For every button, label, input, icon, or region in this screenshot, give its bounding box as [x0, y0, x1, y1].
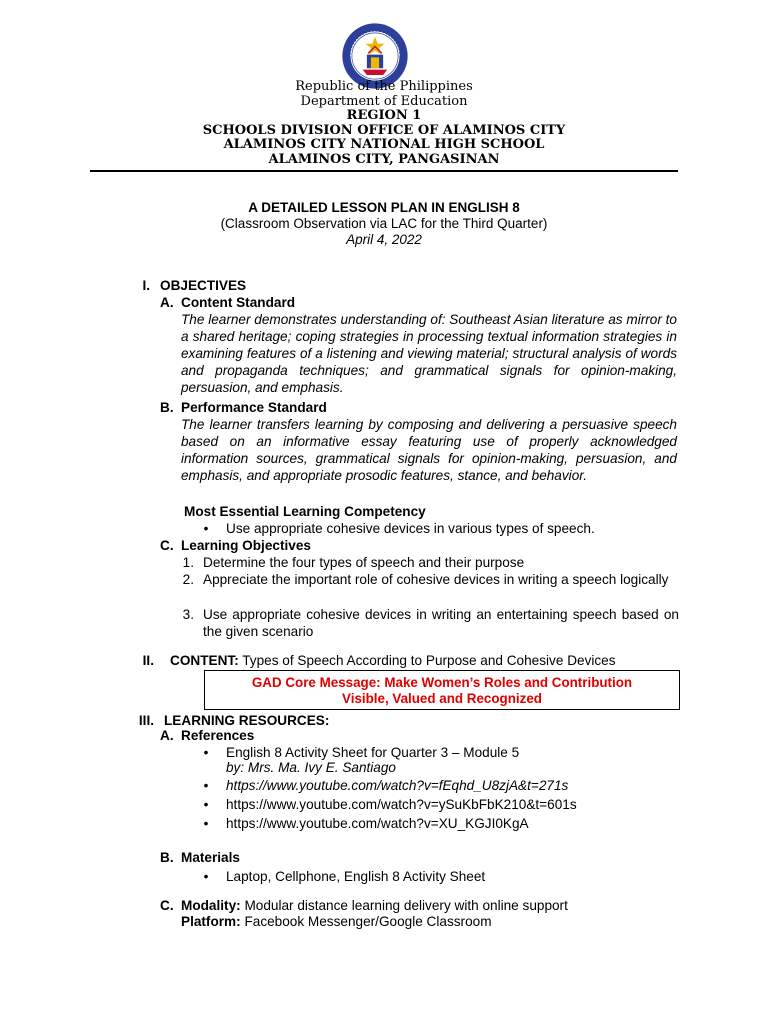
bullet-icon: • — [203, 521, 209, 536]
references-heading: References — [181, 728, 255, 743]
gad-message-line-1: GAD Core Message: Make Women’s Roles and Contribution — [251, 675, 633, 690]
bullet-icon: • — [203, 778, 209, 793]
section-heading-learning-resources: LEARNING RESOURCES: — [164, 713, 330, 728]
content-line — [170, 652, 616, 669]
melc-heading: Most Essential Learning Competency — [184, 504, 426, 519]
performance-standard-heading: Performance Standard — [181, 400, 327, 415]
letterhead-school: ALAMINOS CITY NATIONAL HIGH SCHOOL — [223, 137, 545, 153]
modality-label: Modality: — [181, 898, 241, 913]
content-standard-heading: Content Standard — [181, 295, 296, 310]
bullet-icon: • — [203, 797, 209, 812]
gad-message-line-2: Visible, Valued and Recognized — [342, 691, 542, 706]
subsection-letter: B. — [160, 400, 174, 415]
materials-item: Laptop, Cellphone, English 8 Activity Sheet — [226, 869, 486, 884]
melc-item: Use appropriate cohesive devices in various types of speech. — [226, 521, 595, 536]
section-numeral: II. — [142, 653, 154, 668]
letterhead-region: REGION 1 — [346, 108, 422, 124]
subsection-letter: B. — [160, 850, 174, 865]
section-numeral: I. — [142, 278, 150, 293]
letterhead-address: ALAMINOS CITY, PANGASINAN — [268, 151, 500, 167]
section-heading-objectives: OBJECTIVES — [160, 278, 247, 293]
bullet-icon: • — [203, 745, 209, 760]
reference-link[interactable]: https://www.youtube.com/watch?v=XU_KGJI0KgA — [226, 816, 529, 831]
content-text: Types of Speech According to Purpose and Cohesive Devices — [242, 653, 616, 668]
subsection-letter: A. — [160, 295, 174, 310]
reference-link[interactable]: https://www.youtube.com/watch?v=ySuKbFbK210&t=601s — [226, 797, 577, 812]
learning-objective-item: Use appropriate cohesive devices in writing an entertaining speech based on the given scenario — [203, 607, 679, 639]
letterhead-department: Department of Education — [300, 93, 468, 109]
platform-label: Platform: — [181, 914, 241, 929]
list-number: 2. — [182, 572, 194, 587]
modality-line — [181, 897, 568, 914]
subsection-letter: C. — [160, 898, 174, 913]
learning-objective-item: Determine the four types of speech and their purpose — [203, 555, 525, 570]
reference-item-module: English 8 Activity Sheet for Quarter 3 – Module 5 — [226, 745, 520, 760]
letterhead — [0, 80, 768, 168]
modality-text: Modular distance learning delivery with online support — [244, 898, 568, 913]
bullet-icon: • — [203, 869, 209, 884]
subsection-letter: C. — [160, 538, 174, 553]
performance-standard-text: The learner transfers learning by composing and delivering a persuasive speech based on an informative essay featuring use of properly acknowledged information sources, grammatical signals for opinion-making, persuasion, and emphasis, and appropriate prosodic features, stance, and behavior. — [181, 417, 677, 483]
list-number: 1. — [182, 555, 194, 570]
gad-core-message-box — [204, 670, 680, 710]
letterhead-division: SCHOOLS DIVISION OFFICE OF ALAMINOS CITY — [202, 122, 566, 138]
header-divider — [90, 170, 678, 172]
materials-heading: Materials — [181, 850, 240, 865]
platform-text: Facebook Messenger/Google Classroom — [244, 914, 492, 929]
list-number: 3. — [182, 607, 194, 622]
reference-item-author: by: Mrs. Ma. Ivy E. Santiago — [226, 760, 396, 775]
lesson-plan-title-block — [0, 200, 768, 248]
subsection-letter: A. — [160, 728, 174, 743]
section-heading-content: CONTENT: — [170, 653, 239, 668]
section-numeral: III. — [138, 713, 154, 728]
learning-objective-item: Appreciate the important role of cohesive devices in writing a speech logically — [203, 572, 669, 587]
bullet-icon: • — [203, 816, 209, 831]
lesson-plan-date: April 4, 2022 — [346, 232, 422, 247]
letterhead-country: Republic of the Philippines — [295, 79, 473, 94]
learning-objectives-heading: Learning Objectives — [181, 538, 311, 553]
reference-link[interactable]: https://www.youtube.com/watch?v=fEqhd_U8zjA&t=271s — [226, 778, 569, 793]
lesson-plan-subtitle: (Classroom Observation via LAC for the Third Quarter) — [220, 216, 548, 231]
lesson-plan-title: A DETAILED LESSON PLAN IN ENGLISH 8 — [248, 200, 520, 215]
platform-line — [181, 913, 492, 930]
content-standard-text: The learner demonstrates understanding of: Southeast Asian literature as mirror to a shared heritage; coping strategies in processing textual information strategies in examining features of a listening and viewing material; structural analysis of words and propaganda techniques; and grammatical signals for opinion-making, persuasion, and emphasis. — [181, 312, 677, 395]
